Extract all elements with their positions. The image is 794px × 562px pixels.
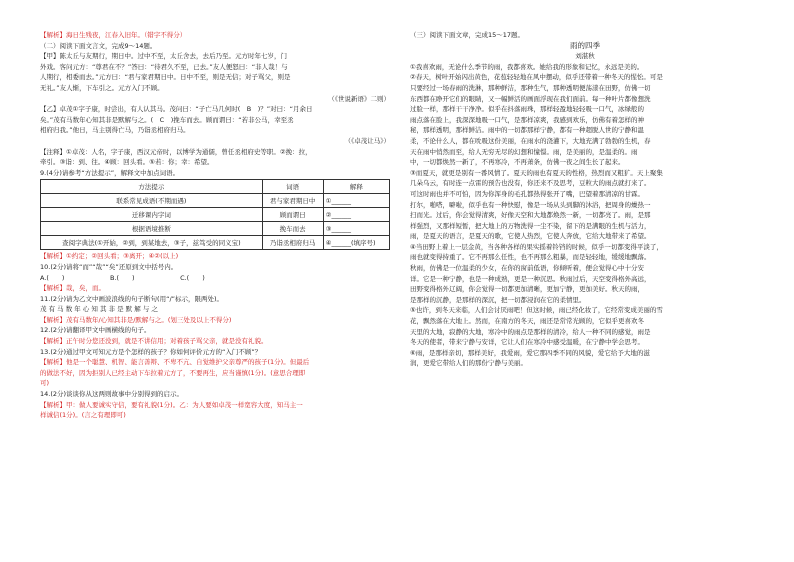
article-line: ②春天，树叶开始闪出黄色，花苞轻轻地在风中摆动，似乎还带着一种冬天的惺忪。可是: [410, 73, 663, 82]
article-line: 样强烈，又那样短暂，把大地上的万物洗得一尘不染，留下的是满眼的生机与活力，: [410, 221, 651, 230]
article-line: 雨点落在脸上，我深深地吸一口气，是那样凉爽，我感到欢乐，仿佛有着怎样的神: [410, 115, 644, 124]
table-cell: 联系常见成语(不期而遇): [41, 194, 263, 208]
text-line: 10.(2分)请将“而”“哉”“矣”还原到文中括号内。: [40, 262, 178, 271]
table-cell: 乃诣丞相府归马: [262, 236, 323, 250]
answer-line: 的做法不好，因为拒别人已经主动下车拉着元方了，不要再生，应当谨慎(1分)。(意思合理即: [40, 368, 306, 377]
article-line: 是那样的沉静，是那样的深沉，把一切都浸润在它的柔情里。: [410, 295, 586, 304]
article-body: [410, 62, 760, 369]
text-line: （《世说新语》二则）: [328, 94, 390, 103]
table-cell: 查阅字典法(①开始，②到，到某地去，③子，兹笃受的同义宝): [41, 236, 263, 250]
answer-line: 【解析】哉，矣，而。: [40, 284, 105, 293]
article-line: ③而夏天，就更是别有一番风情了。夏天的雨也有夏天的性格，热烈而又粗犷。天上聚集: [410, 168, 663, 177]
table-row: [41, 208, 390, 222]
article-line: 柔，不论什么人，都在吮吸这份美丽，在雨水的浇灌下，大地充满了勃勃的生机，春: [410, 136, 651, 145]
article-line: 详。它是一种宁静，也是一种成熟，更是一种沉思。秋雨过后，天空变得格外高远，: [410, 274, 651, 283]
left-text-block: [40, 30, 390, 178]
article-author: 刘湛秋: [575, 52, 595, 61]
text-line: 矣。”茂有马数年心知其非是默解与之。( C )挽车而去。顾而谓曰：“若非公马，幸至丞: [40, 115, 294, 124]
answer-line: 可): [40, 379, 50, 388]
article-line: ⑤也许，到冬天来临，人们会讨厌雨吧！但这时候，雨已经化妆了，它经常变成美丽的雪: [410, 306, 663, 315]
text-line: 13.(2分)通过甲文可知元方是个怎样的孩子？你如何评价元方的“入门不顾”？: [40, 347, 262, 356]
text-line: 11.(2分)请为乙文中画波浪线的句子断句(用“/”标示，限两处)。: [40, 294, 224, 303]
table-row: [41, 222, 390, 236]
table-header-cell: 方法提示: [41, 180, 263, 194]
left-text-block-2: [40, 251, 390, 421]
article-line: 几朵乌云，有时连一点雷的预告也没有，你还来不及思考，豆粒大的雨点就打来了。: [410, 179, 651, 188]
article-line: 东西都在睁开它们的眼睛，又一幅鲜活的画面浮现在我们面前。每一种叶片都像想洗: [410, 94, 651, 103]
text-line: 【注释】①卓茂：人名，字子康，西汉元帝时，以博学为通儒，曾任丞相府史等职。②挽：拉，: [40, 147, 312, 156]
text-line: 人期行，相委而去。”元方曰：“君与家君期日中。日中不至，则是无信；对子骂父，则是: [40, 73, 291, 82]
text-line: 【乙】卓茂①字子康，时尝出，有人认其马。茂问曰：“子亡马几何时( B )？”对曰：“月余日: [40, 105, 313, 114]
method-table: [40, 179, 390, 250]
table-cell: 君与家君期日中: [262, 194, 323, 208]
answer-line: 【解析】海日生残夜，江春入旧年。（错字不得分）: [40, 31, 187, 39]
article-line: 只要经过一场春雨的洗淋，那种鲜洁，那种生气，那种透明便荡漾在田野，仿佛一切: [410, 83, 651, 92]
table-cell: ④______(填序号): [323, 236, 389, 250]
article-line: 可这时雨也并不可怕，因为你浑身的毛孔都热得张开了嘴，巴望着那清凉的甘霖。: [410, 189, 644, 198]
answer-line: 【解析】正午时分您还没到，就是不讲信用；对着孩子骂父亲，就是没有礼貌。: [40, 337, 268, 346]
answer-line: 【解析】茂有马数年/心知其非是/默解与之。(划三处及以上不得分): [40, 315, 232, 324]
article-line: 天里的大地，寂静的大地，寒冷中的雨点是那样的清冷，给人一种不同的感觉，雨是: [410, 327, 651, 336]
table-body: [41, 194, 390, 250]
text-line: 14.(2分)谈谈你从这两则故事中分别得到的启示。: [40, 390, 184, 399]
text-line: 茂 有 马 数 年 心 知 其 非 是 默 解 与 之: [40, 305, 158, 314]
table-header-row: [41, 180, 390, 194]
article-line: 花，飘然落在大地上。然而，在南方的冬天，雨还是常常光顾的，它似乎更喜欢冬: [410, 317, 644, 326]
article-line: 打尔，啪嗒，噼啦，似乎也有一种快慰，像是一场从头到脚的沐浴，把周身的燥热一: [410, 200, 651, 209]
table-cell: ②______: [323, 208, 389, 222]
article-line: ④当田野上着上一层金黄，当各种各样的果实摇着铃铛的时候，似乎一切都变得平淡了，: [410, 242, 663, 251]
article-line: 中，一切都焕然一新了，不再寒冷，不再萧条，仿佛一夜之间生长了起来。: [410, 158, 625, 167]
text-line: 外戏。客问元方：“尊君在不？”答曰：“待君久不至，已去。”友人便怒曰：“非人哉！与: [40, 62, 288, 71]
article-title: 雨的四季: [570, 40, 600, 50]
article-line: 田野变得格外辽阔，你会觉得一切都更加清晰，更加宁静，更加美好。秋天的雨，: [410, 285, 644, 294]
table-header-cell: 词语: [262, 180, 323, 194]
table-header-cell: 解释: [323, 180, 389, 194]
answer-line: 样诚信(1分)。(言之有理即可): [40, 411, 126, 420]
article-line: 冬天的使者，带来宁静与安详，它让人们在寒冷中感受温暖，在宁静中学会思考。: [410, 338, 644, 347]
table-cell: 根据语境推断: [41, 222, 263, 236]
article-line: 扫而光。过后，你会觉得清爽，好像天空和大地都焕然一新，一切都亮了。雨，是那: [410, 211, 651, 220]
answer-line: 【解析】甲：做人要诚实守信，要有礼貌(1分)。乙：为人要如卓茂一样宽容大度，知马主一: [40, 400, 303, 409]
right-column: [410, 30, 760, 369]
article-line: 雨，是夏天的语言，是夏天的歌，它使人热烈，它使人奔放，它给大地带来了希望。: [410, 232, 651, 241]
text-line: 12.(2分)请翻译甲文中画横线的句子。: [40, 326, 151, 335]
answer-line: 【解析】他是一个聪慧、机智、能言善辩、不卑不亢、自觉维护父亲尊严的孩子(1分)。但最后: [40, 358, 310, 367]
article-line: 过脸一样，那样干干净净。似乎在抖落雨珠，那样轻盈地轻轻吸一口气，冰绿般的: [410, 105, 644, 114]
article-line: 秋雨，仿佛是一位温柔的少女，在你的窗前低语，你倾听着，便会觉得心中十分安: [410, 264, 644, 273]
text-line: 9.(4分)请参考“方法提示”，解释文中加点词语。: [40, 168, 180, 177]
text-line: （二）阅读下面文言文，完成9～14题。: [40, 41, 157, 50]
text-line: A.( ) B.( ) C.( ): [40, 273, 205, 282]
article-line: ⑥雨，是那样亲切，那样美好，我爱雨，爱它那四季不同的风貌，爱它给予大地的滋: [410, 348, 650, 357]
text-line: （《卓茂让马》）: [344, 136, 390, 145]
table-cell: 迁移课内字词: [41, 208, 263, 222]
table-cell: 顾而谓曰: [262, 208, 323, 222]
table-cell: ①______: [323, 194, 389, 208]
table-cell: 挽车而去: [262, 222, 323, 236]
text-line: 【甲】陈太丘与友期行，期日中。过中不至，太丘舍去，去后乃至。元方时年七岁，门: [40, 52, 287, 61]
article-line: 天在雨中悄然而至，给人无穷无尽的幻想和憧憬。雨，是美丽的，是温柔的。雨: [410, 147, 638, 156]
article-line: 润，更爱它带给人们的那份宁静与美丽。: [410, 359, 527, 368]
left-column: [40, 30, 390, 421]
table-cell: ③______: [323, 222, 389, 236]
article-line: 雨也就变得持重了。它不再那么任性，也不再那么粗暴，而是轻轻地，缓缓地飘落。: [410, 253, 651, 262]
text-line: 牵引。③诣：到、往。④顾：回头看。⑤若：你；幸：希望。: [40, 158, 214, 167]
text-line: 无礼。”友人惭，下车引之。元方入门不顾。: [40, 83, 164, 92]
table-row: [41, 194, 390, 208]
answer-line: 【解析】①约定；②回头看；③离开；④②(以上): [40, 252, 179, 261]
section-heading: （三）阅读下面文章，完成15～17题。: [410, 31, 525, 39]
table-row: [41, 236, 390, 250]
text-line: 相府归我。”他日，马主别得亡马，乃诣丞相府归马。: [40, 126, 190, 135]
article-line: ①我喜欢雨，无论什么季节的雨，我都喜欢。她给我的形象和记忆，永远是美的。: [410, 62, 644, 71]
article-line: 秘，那样透明，那样鲜洁。雨中的一切都那样宁静，都有一种超脱人世的宁静和温: [410, 126, 644, 135]
